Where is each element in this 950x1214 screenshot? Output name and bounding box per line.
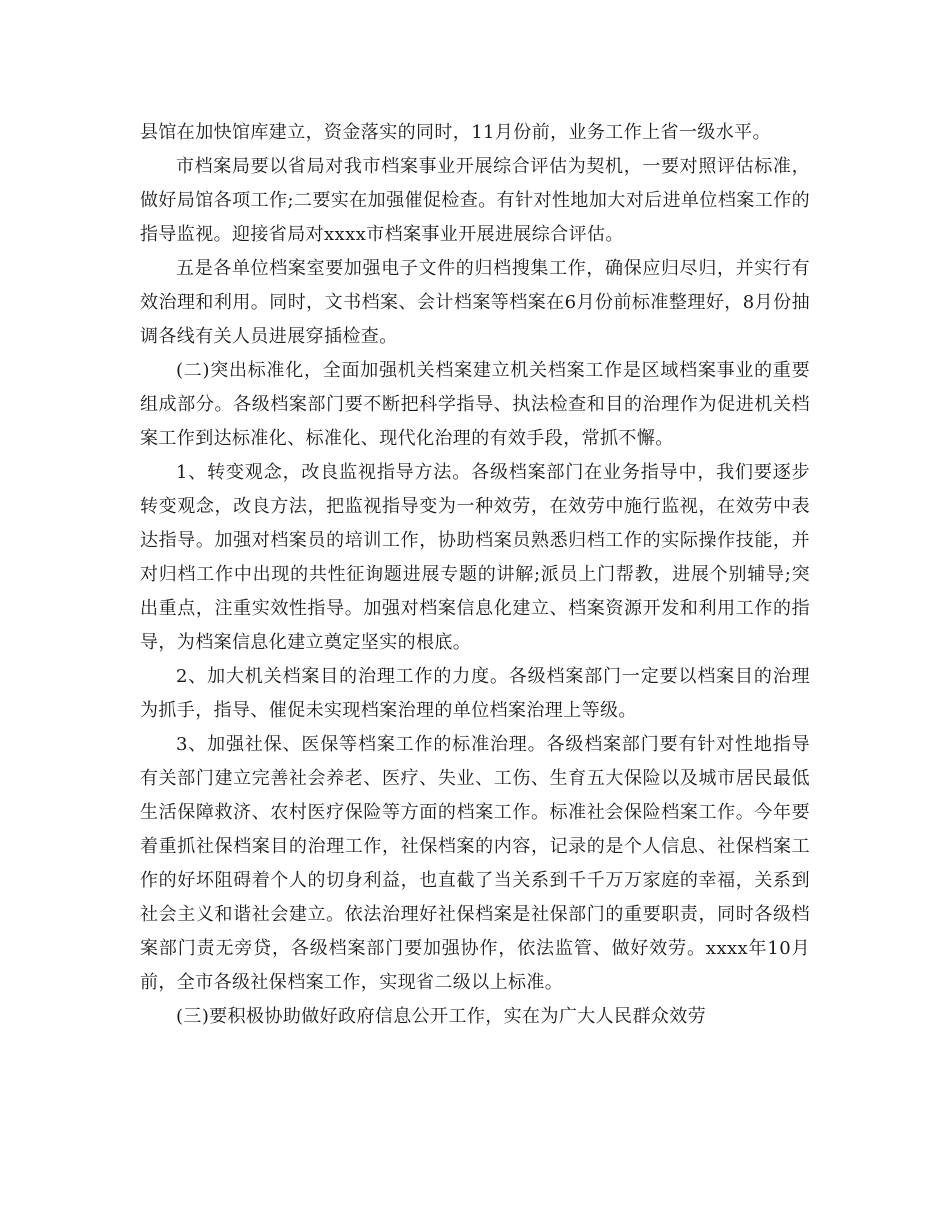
- paragraph-8: (三)要积极协助做好政府信息公开工作，实在为广大人民群众效劳: [176, 1006, 707, 1027]
- paragraph-1: 县馆在加快馆库建立，资金落实的同时，11月份前，业务工作上省一级水平。: [140, 122, 771, 143]
- document-body: [140, 116, 810, 1034]
- paragraph-7: 3、加强社保、医保等档案工作的标准治理。各级档案部门要有针对性地指导有关部门建立完善社会养老、医疗、失业、工伤、生育五大保险以及城市居民最低生活保障救济、农村医疗保险等方面的档案工作。标准社会保险档案工作。今年要着重抓社保档案目的治理工作，社保档案的内容，记录的是个人信息、社保档案工作的好坏阻碍着个人的切身利益，也直截了当关系到千千万万家庭的幸福，关系到社会主义和谐社会建立。依法治理好社保档案是社保部门的重要职责，同时各级档案部门责无旁贷，各级档案部门要加强协作，依法监管、做好效劳。xxxx年10月前，全市各级社保档案工作，实现省二级以上标准。: [140, 734, 810, 993]
- paragraph-3: 五是各单位档案室要加强电子文件的归档搜集工作，确保应归尽归，并实行有效治理和利用。同时，文书档案、会计档案等档案在6月份前标准整理好，8月份抽调各线有关人员进展穿插检查。: [140, 258, 810, 347]
- paragraph-2: 市档案局要以省局对我市档案事业开展综合评估为契机，一要对照评估标准，做好局馆各项工作;二要实在加强催促检查。有针对性地加大对后进单位档案工作的指导监视。迎接省局对xxxx市档案事业开展进展综合评估。: [140, 156, 810, 245]
- paragraph-6: 2、加大机关档案目的治理工作的力度。各级档案部门一定要以档案目的治理为抓手，指导、催促未实现档案治理的单位档案治理上等级。: [140, 666, 810, 721]
- paragraph-5: 1、转变观念，改良监视指导方法。各级档案部门在业务指导中，我们要逐步转变观念，改良方法，把监视指导变为一种效劳，在效劳中施行监视，在效劳中表达指导。加强对档案员的培训工作，协助档案员熟悉归档工作的实际操作技能，并对归档工作中出现的共性征询题进展专题的讲解;派员上门帮教，进展个别辅导;突出重点，注重实效性指导。加强对档案信息化建立、档案资源开发和利用工作的指导，为档案信息化建立奠定坚实的根底。: [140, 462, 810, 653]
- paragraph-4: (二)突出标准化，全面加强机关档案建立机关档案工作是区域档案事业的重要组成部分。各级档案部门要不断把科学指导、执法检查和目的治理作为促进机关档案工作到达标准化、标准化、现代化治理的有效手段，常抓不懈。: [140, 360, 810, 449]
